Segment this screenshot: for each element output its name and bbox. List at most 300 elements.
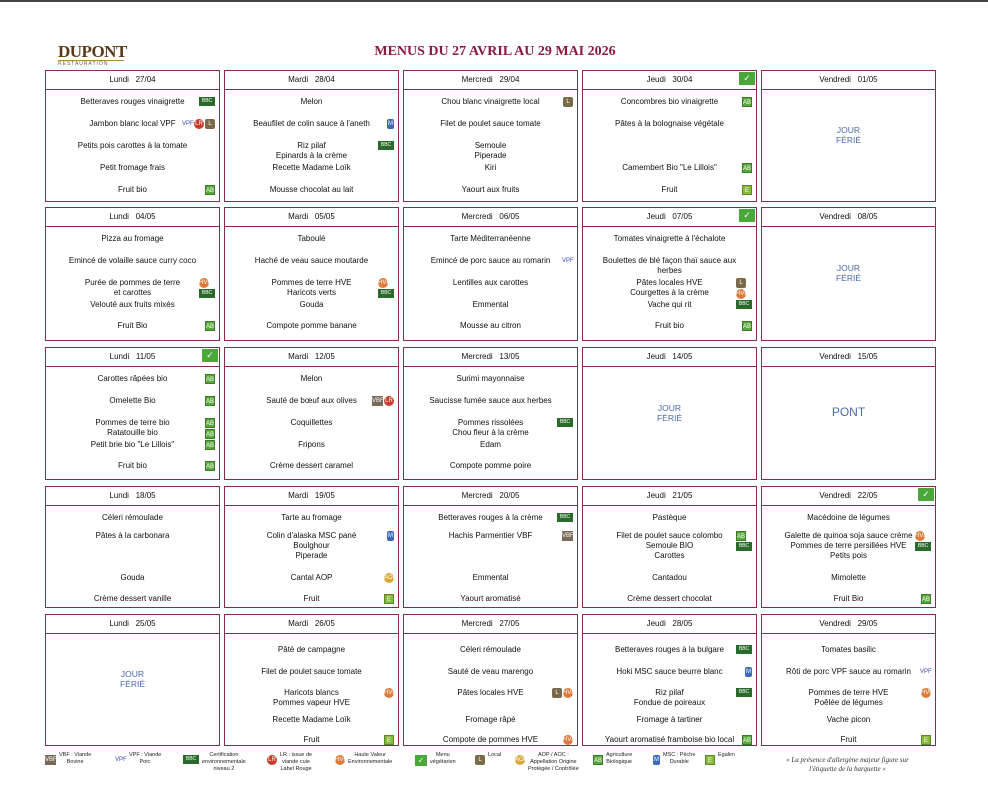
dish-item — [46, 256, 219, 266]
dish-name: Petit fromage frais — [100, 163, 165, 172]
dish-item — [762, 531, 935, 561]
hve-badge-icon: HVE — [378, 280, 391, 286]
day-header — [46, 348, 219, 367]
dish-name: Haricots blancs Pommes vapeur HVE — [273, 688, 350, 707]
dish-icons — [557, 418, 573, 427]
dish-item — [583, 300, 756, 310]
dish-icons — [205, 440, 215, 450]
dish-item — [762, 667, 935, 677]
day-card — [582, 347, 757, 480]
dish-icons — [563, 735, 576, 745]
dish-name: Hachis Parmentier VBF — [448, 531, 533, 540]
day-header — [404, 208, 577, 227]
day-card — [45, 347, 220, 480]
day-header — [583, 487, 756, 506]
day-header-label: Jeudi 30/04 — [646, 75, 693, 84]
dish-item — [225, 513, 398, 523]
dish-icons — [387, 531, 394, 541]
dish-item — [46, 234, 219, 244]
dish-name: Camembert Bio "Le Lillois" — [622, 163, 717, 172]
vegetarian-icon: ✓ — [739, 209, 755, 222]
bbc-label-icon: BBC — [915, 542, 931, 551]
dish-item — [583, 715, 756, 725]
legend-text: MSC : Pêche Durable — [663, 752, 696, 765]
dish-icons — [384, 735, 394, 745]
dish-name: Emmental — [472, 300, 509, 309]
dish-item — [404, 667, 577, 677]
dish-item — [404, 163, 577, 173]
legend-text: LR : issue de viande cuie Label Rouge — [280, 752, 313, 772]
dish-name: Fruit bio — [118, 461, 147, 470]
label-rouge-icon: LR — [268, 757, 276, 763]
dish-name: Pommes de terre HVE Haricots verts — [271, 278, 352, 297]
dish-icons — [378, 278, 394, 298]
day-header — [404, 487, 577, 506]
vpf-pork-icon: VPF — [182, 121, 194, 127]
dish-item — [583, 735, 756, 745]
vbf-beef-icon: VBF — [45, 757, 57, 763]
vbf-beef-icon: VBF — [372, 398, 384, 404]
day-card — [224, 207, 399, 341]
dish-item — [46, 396, 219, 406]
hve-badge-icon: HVE — [915, 533, 928, 539]
dish-name: Vache picon — [826, 715, 871, 724]
dish-name: Sauté de veau marengo — [447, 667, 534, 676]
dish-name: Filet de poulet sauce colombo Semoule BIO Carottes — [616, 531, 723, 560]
day-header — [583, 615, 756, 634]
day-card — [403, 347, 578, 480]
dish-icons — [205, 461, 215, 471]
dish-item — [225, 594, 398, 604]
dish-name: Cantal AOP — [290, 573, 333, 582]
dish-name: Purée de pommes de terre et carottes — [84, 278, 181, 297]
dish-icons — [387, 119, 394, 129]
vegetarian-icon: ✓ — [918, 488, 934, 501]
dish-item — [225, 418, 398, 428]
day-header — [762, 208, 935, 227]
dish-name: Tarte au fromage — [281, 513, 342, 522]
bbc-label-icon: BBC — [557, 513, 573, 522]
dish-item — [46, 278, 219, 298]
dish-name: Kiri — [484, 163, 497, 172]
dish-name: Fruit — [840, 735, 857, 744]
day-header-label: Mardi 28/04 — [288, 75, 335, 84]
msc-fish-icon: M — [654, 757, 659, 763]
dish-item — [404, 688, 577, 698]
dish-name: Pommes de terre HVE Poêlée de légumes — [808, 688, 889, 707]
legend-item — [653, 752, 695, 766]
dish-icons — [736, 688, 752, 697]
dish-item — [404, 513, 577, 523]
dish-item — [583, 573, 756, 583]
dish-item — [583, 256, 756, 276]
dish-item — [404, 440, 577, 450]
egalim-icon: E — [921, 735, 931, 745]
bbc-label-icon: BBC — [736, 300, 752, 309]
dish-item — [583, 594, 756, 604]
hve-badge-icon: HVE — [921, 690, 934, 696]
bbc-label-icon: BBC — [199, 97, 215, 106]
brand-logo — [58, 43, 138, 65]
dish-icons — [205, 374, 215, 384]
organic-ab-icon: AB — [205, 396, 215, 406]
dish-item — [225, 374, 398, 384]
dish-icons — [736, 645, 752, 654]
dish-item — [404, 461, 577, 471]
day-header — [225, 208, 398, 227]
dish-name: Vache qui rit — [647, 300, 692, 309]
dish-name: Crème dessert vanille — [93, 594, 172, 603]
legend-text: VBF : Viande Bovine — [59, 752, 92, 765]
organic-ab-icon: AB — [205, 418, 215, 428]
dish-icons — [199, 97, 215, 106]
dish-icons — [562, 256, 573, 266]
day-header — [762, 71, 935, 90]
dish-name: Fruit — [303, 594, 320, 603]
dish-name: Pâtes locales HVE Courgettes à la crème — [630, 278, 709, 297]
dish-name: Jambon blanc local VPF — [89, 119, 176, 128]
dish-name: Recette Madame Loïk — [272, 715, 351, 724]
dish-item — [404, 97, 577, 107]
dish-name: Compote de pommes HVE — [442, 735, 539, 744]
dish-name: Pizza au fromage — [101, 234, 164, 243]
local-pin-icon: L — [552, 688, 562, 698]
day-header-label: Lundi 18/05 — [109, 491, 156, 500]
dish-name: Fruit Bio — [833, 594, 864, 603]
legend-item — [183, 752, 246, 773]
dish-name: Compote pomme poire — [449, 461, 532, 470]
dish-item — [46, 321, 219, 331]
day-card — [582, 486, 757, 608]
bridge-day-label: PONT — [831, 404, 866, 419]
organic-ab-icon: AB — [205, 185, 215, 195]
bbc-label-icon: BBC — [378, 141, 394, 150]
dish-name: Fruit Bio — [117, 321, 148, 330]
legend-item — [705, 752, 735, 765]
dish-icons — [742, 97, 752, 107]
dish-name: Crème dessert caramel — [269, 461, 354, 470]
dish-item — [404, 321, 577, 331]
dish-name: Betteraves rouges à la crème — [438, 513, 543, 522]
dish-name: Pastèque — [652, 513, 687, 522]
day-card — [761, 347, 936, 480]
dish-item — [225, 278, 398, 298]
dish-icons — [745, 667, 752, 677]
legend-item — [475, 752, 501, 765]
local-pin-icon: L — [475, 755, 485, 765]
msc-fish-icon: M — [746, 669, 751, 675]
dish-icons — [742, 163, 752, 173]
day-header — [46, 615, 219, 634]
dish-name: Pommes de terre bio Ratatouille bio — [95, 418, 170, 437]
dish-name: Semoule Piperade — [474, 141, 507, 160]
dish-icons — [182, 119, 215, 129]
vbf-beef-icon: VBF — [562, 533, 574, 539]
dish-item — [404, 278, 577, 288]
legend-text: Agriculture Biologique — [606, 752, 633, 765]
dish-name: Boulettes de blé façon thaï sauce aux herbes — [602, 256, 737, 275]
dish-name: Gouda — [299, 300, 324, 309]
day-card — [761, 70, 936, 202]
legend-item — [515, 752, 579, 773]
dish-icons — [205, 321, 215, 331]
dish-item — [225, 256, 398, 266]
organic-ab-icon: AB — [205, 440, 215, 450]
dish-name: Crème dessert chocolat — [627, 594, 712, 603]
dish-name: Pommes rissolées Chou fleur à la crème — [452, 418, 529, 437]
dish-item — [46, 163, 219, 173]
dish-item — [404, 185, 577, 195]
dish-name: Surimi mayonnaise — [456, 374, 525, 383]
dish-item — [225, 234, 398, 244]
dish-name: Fripons — [298, 440, 325, 449]
dish-item — [404, 645, 577, 655]
dish-name: Galette de quinoa soja sauce crème Pommes de terre persillées HVE Petits pois — [784, 531, 913, 560]
dish-item — [225, 735, 398, 745]
dish-icons — [372, 396, 394, 406]
dish-item — [225, 163, 398, 173]
day-header — [225, 348, 398, 367]
dish-name: Pâtes à la carbonara — [95, 531, 170, 540]
legend-item — [415, 752, 456, 766]
dish-name: Omelette Bio — [109, 396, 156, 405]
organic-ab-icon: AB — [921, 594, 931, 604]
local-pin-icon: L — [205, 119, 215, 129]
day-header-label: Vendredi 01/05 — [819, 75, 878, 84]
dish-name: Filet de poulet sauce tomate — [261, 667, 362, 676]
day-card — [224, 614, 399, 746]
dish-item — [583, 119, 756, 129]
vegetarian-icon: ✓ — [739, 72, 755, 85]
organic-ab-icon: AB — [205, 321, 215, 331]
day-header — [46, 208, 219, 227]
dish-name: Gouda — [120, 573, 145, 582]
dish-item — [404, 735, 577, 745]
dish-name: Yaourt aromatisé framboise bio local — [604, 735, 735, 744]
day-card — [403, 70, 578, 202]
dish-name: Sauté de bœuf aux olives — [266, 396, 357, 405]
dish-item — [762, 735, 935, 745]
organic-ab-icon: AB — [205, 429, 215, 439]
legend-item — [115, 752, 161, 766]
dish-name: Emmental — [472, 573, 509, 582]
dish-name: Melon — [300, 374, 323, 383]
hve-badge-icon: HVE — [335, 757, 348, 763]
day-header-label: Mercredi 29/04 — [461, 75, 520, 84]
dish-name: Yaourt aromatisé — [460, 594, 521, 603]
label-rouge-icon: LR — [385, 398, 393, 404]
day-header-label: Mercredi 20/05 — [461, 491, 520, 500]
day-header — [225, 487, 398, 506]
bbc-label-icon: BBC — [736, 542, 752, 551]
dish-item — [225, 141, 398, 161]
legend-text: Certification environnementale niveau 2 — [202, 752, 246, 772]
local-pin-icon: L — [736, 278, 746, 288]
dish-icons — [921, 688, 934, 698]
dish-item — [583, 321, 756, 331]
legend-item — [593, 752, 632, 766]
dish-name: Compote pomme banane — [266, 321, 357, 330]
day-header-label: Vendredi 08/05 — [819, 212, 878, 221]
organic-ab-icon: AB — [742, 163, 752, 173]
dish-name: Mimolette — [831, 573, 866, 582]
dish-item — [404, 374, 577, 384]
day-header — [404, 348, 577, 367]
vpf-pork-icon: VPF — [562, 258, 574, 264]
dish-item — [225, 97, 398, 107]
dish-name: Petits pois carottes à la tomate — [77, 141, 188, 150]
organic-ab-icon: AB — [742, 321, 752, 331]
day-header-label: Lundi 27/04 — [109, 75, 156, 84]
dish-item — [225, 300, 398, 310]
dish-name: Saucisse fumée sauce aux herbes — [429, 396, 552, 405]
dish-item — [762, 715, 935, 725]
dish-item — [583, 185, 756, 195]
dish-item — [46, 440, 219, 450]
dish-item — [225, 573, 398, 583]
dish-name: Rôti de porc VPF sauce au romarin — [786, 667, 911, 676]
dish-item — [225, 440, 398, 450]
dish-item — [762, 645, 935, 655]
dish-name: Riz pilaf Epinards à la crème — [275, 141, 348, 160]
day-card — [224, 347, 399, 480]
day-card — [761, 207, 936, 341]
egalim-icon: E — [384, 735, 394, 745]
dish-name: Pâté de campagne — [277, 645, 346, 654]
dish-name: Emincé de porc sauce au romarin — [430, 256, 551, 265]
legend-item — [335, 752, 392, 766]
day-header-label: Mercredi 27/05 — [461, 619, 520, 628]
hve-badge-icon: HVE — [563, 737, 576, 743]
day-header — [762, 615, 935, 634]
day-header — [225, 71, 398, 90]
day-header — [762, 348, 935, 367]
dish-item — [46, 300, 219, 310]
day-header — [583, 208, 756, 227]
day-header-label: Mardi 05/05 — [288, 212, 335, 221]
day-header — [583, 348, 756, 367]
organic-ab-icon: AB — [205, 461, 215, 471]
legend-text: Local — [488, 752, 502, 758]
dish-item — [225, 688, 398, 708]
dish-item — [225, 119, 398, 129]
dish-icons — [205, 396, 215, 406]
dish-name: Lentilles aux carottes — [452, 278, 529, 287]
day-header-label: Jeudi 28/05 — [646, 619, 693, 628]
vegetarian-icon: ✓ — [415, 755, 427, 766]
bbc-label-icon: BBC — [736, 688, 752, 697]
legend-text: Menu végétarien — [430, 752, 456, 765]
dish-name: Pâtes locales HVE — [457, 688, 524, 697]
dish-name: Hoki MSC sauce beurre blanc — [616, 667, 723, 676]
dish-name: Chou blanc vinaigrette local — [441, 97, 540, 106]
organic-ab-icon: AB — [742, 97, 752, 107]
legend-text: VPF : Viande Porc — [129, 752, 162, 765]
dish-icons — [742, 735, 752, 745]
dish-item — [404, 300, 577, 310]
dish-icons — [742, 185, 752, 195]
dish-name: Betteraves rouges vinaigrette — [80, 97, 185, 106]
dish-name: Yaourt aux fruits — [461, 185, 520, 194]
dish-name: Beaufilet de colin sauce à l'aneth — [253, 119, 370, 128]
day-header — [225, 615, 398, 634]
brand-subtitle: RESTAURATION — [58, 60, 124, 67]
dish-name: Macédoine de légumes — [807, 513, 890, 522]
dish-item — [404, 418, 577, 438]
egalim-icon: E — [384, 594, 394, 604]
dish-name: Tomates vinaigrette à l'échalote — [613, 234, 726, 243]
day-header — [46, 487, 219, 506]
dish-item — [404, 531, 577, 541]
dish-item — [583, 688, 756, 708]
dish-item — [583, 531, 756, 561]
dish-item — [404, 141, 577, 161]
dish-item — [225, 645, 398, 655]
vpf-pork-icon: VPF — [920, 669, 932, 675]
dish-name: Petit brie bio "Le Lillois" — [90, 440, 175, 449]
dish-item — [404, 396, 577, 406]
hve-badge-icon: HVE — [736, 291, 749, 297]
dish-name: Fruit bio — [655, 321, 684, 330]
dish-item — [46, 185, 219, 195]
holiday-label: JOUR FÉRIÉ — [835, 263, 862, 283]
vpf-pork-icon: VPF — [115, 757, 127, 763]
aop-seal-icon: AOP — [515, 757, 528, 763]
dish-name: Fruit — [303, 735, 320, 744]
dish-item — [225, 531, 398, 561]
day-card — [45, 70, 220, 202]
dish-name: Edam — [480, 440, 501, 449]
dish-icons — [920, 667, 931, 677]
dish-icons — [384, 573, 397, 583]
dish-name: Céleri rémoulade — [460, 645, 521, 654]
organic-ab-icon: AB — [205, 374, 215, 384]
dish-icons — [915, 531, 931, 551]
dish-item — [583, 513, 756, 523]
dish-icons — [384, 594, 394, 604]
dish-item — [404, 119, 577, 129]
dish-name: Taboulé — [297, 234, 326, 243]
dish-item — [404, 256, 577, 266]
dish-item — [404, 573, 577, 583]
dish-name: Fruit — [661, 185, 678, 194]
bbc-label-icon: BBC — [736, 645, 752, 654]
top-border-line — [0, 0, 988, 2]
dish-name: Mousse chocolat au lait — [269, 185, 354, 194]
dish-name: Filet de poulet sauce tomate — [440, 119, 541, 128]
dish-icons — [562, 531, 573, 541]
day-header — [404, 71, 577, 90]
dish-item — [225, 396, 398, 406]
dish-name: Velouté aux fruits mixés — [90, 300, 175, 309]
legend-text: AOP / AOC : Appellation Origine Protégée / Contrôlée — [528, 752, 579, 772]
dish-icons — [199, 278, 215, 298]
day-card — [224, 70, 399, 202]
legend-text: Egalim — [718, 752, 735, 758]
dish-icons — [921, 594, 931, 604]
legend-item — [45, 752, 91, 766]
vegetarian-icon: ✓ — [202, 349, 218, 362]
dish-item — [404, 234, 577, 244]
day-header-label: Vendredi 22/05 — [819, 491, 878, 500]
local-pin-icon: L — [563, 97, 573, 107]
dish-item — [762, 594, 935, 604]
dish-name: Tarte Méditerranéenne — [450, 234, 531, 243]
allergen-note: « La présence d'allergène majeur figure sur l'étiquette de la barquette » — [786, 756, 909, 773]
dish-icons — [552, 688, 576, 698]
dish-item — [225, 321, 398, 331]
day-header-label: Lundi 11/05 — [109, 352, 156, 361]
